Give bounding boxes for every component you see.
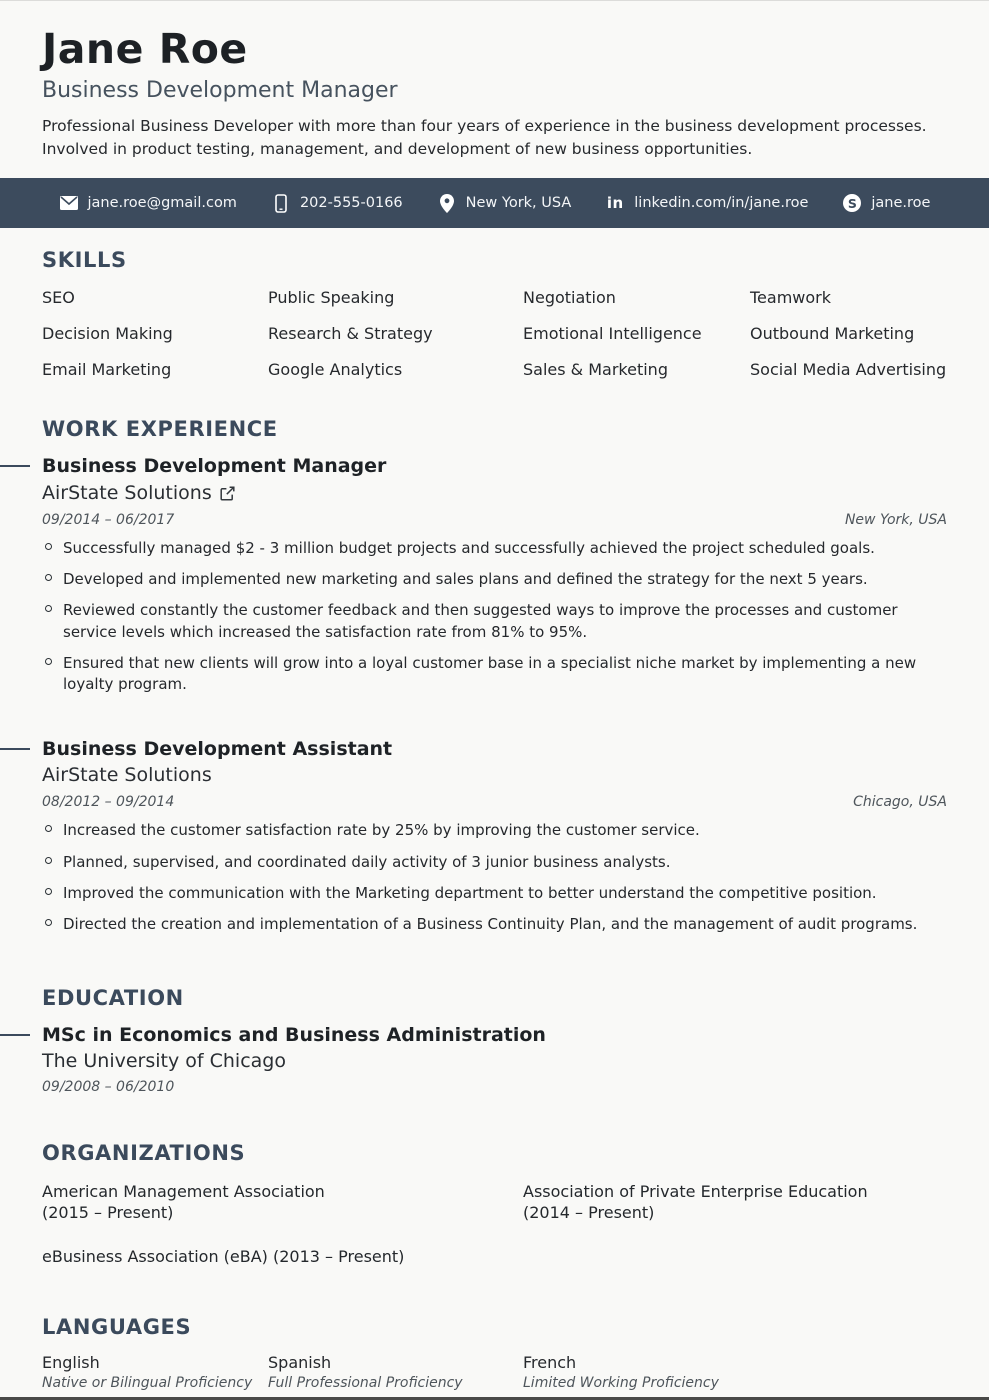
skill-item: Public Speaking — [268, 288, 395, 308]
contact-phone-text[interactable]: 202-555-0166 — [299, 195, 403, 212]
organization-item — [42, 1181, 523, 1224]
skills-grid — [42, 288, 947, 379]
bullet-item: Planned, supervised, and coordinated daily activity of 3 junior business analysts. — [42, 852, 947, 873]
timeline-dash — [0, 1034, 30, 1036]
skills-heading: SKILLS — [42, 248, 127, 273]
skill-item: Sales & Marketing — [523, 360, 668, 380]
school-name: The University of Chicago — [42, 1049, 286, 1072]
profile-summary: Professional Business Developer with more than four years of experience in the business development processes. Involved in product testing, management, and development of new business opportunities. — [42, 117, 927, 158]
skill-item: Email Marketing — [42, 360, 172, 380]
education-dates: 09/2008 – 06/2010 — [42, 1078, 175, 1095]
job-entry — [42, 738, 947, 936]
skill-item: Research & Strategy — [268, 324, 433, 344]
candidate-job-title: Business Development Manager — [42, 78, 398, 104]
bullet-item: Directed the creation and implementation of a Business Continuity Plan, and the management of audit programs. — [42, 914, 947, 935]
skill-item: Negotiation — [523, 288, 616, 308]
linkedin-icon: in — [606, 194, 624, 213]
organizations-heading: ORGANIZATIONS — [42, 1140, 246, 1165]
languages-grid — [42, 1353, 947, 1391]
job-title: Business Development Manager — [42, 455, 387, 478]
language-proficiency: Full Professional Proficiency — [268, 1375, 463, 1392]
bullet-item: Successfully managed $2 - 3 million budget projects and successfully achieved the project scheduled goals. — [42, 538, 947, 559]
contact-item-location[interactable] — [437, 193, 572, 213]
job-location: New York, USA — [844, 511, 947, 528]
resume-header — [0, 1, 989, 160]
contact-item-email[interactable] — [59, 193, 237, 213]
language-item — [523, 1353, 947, 1391]
language-name: English — [42, 1353, 100, 1373]
bullet-item: Reviewed constantly the customer feedback and then suggested ways to improve the processes and customer service levels which increased the satisfaction rate from 81% to 95%. — [42, 600, 947, 643]
timeline-dash — [0, 465, 30, 467]
bullet-item: Developed and implemented new marketing and sales plans and defined the strategy for the next 5 years. — [42, 569, 947, 590]
contact-linkedin-text[interactable]: linkedin.com/in/jane.roe — [634, 195, 809, 212]
language-name: French — [523, 1353, 577, 1373]
company-name: AirState Solutions — [42, 481, 212, 504]
skill-item: Emotional Intelligence — [523, 324, 702, 344]
envelope-icon — [59, 193, 79, 213]
language-proficiency: Limited Working Proficiency — [523, 1375, 719, 1392]
organization-name: eBusiness Association (eBA) (2013 – Present) — [42, 1246, 405, 1266]
organizations-grid — [42, 1181, 947, 1224]
contact-item-linkedin[interactable] — [605, 193, 808, 213]
resume-body — [0, 248, 989, 1391]
language-proficiency: Native or Bilingual Proficiency — [42, 1375, 253, 1392]
skype-icon: S — [842, 193, 862, 213]
contact-email-text[interactable]: jane.roe@gmail.com — [87, 195, 237, 212]
organization-name: American Management Association — [42, 1181, 325, 1201]
education-entry — [42, 1024, 947, 1095]
contact-skype-text[interactable]: jane.roe — [871, 195, 931, 212]
bullet-item: Improved the communication with the Marketing department to better understand the competitive position. — [42, 883, 947, 904]
skill-item: Social Media Advertising — [750, 360, 947, 380]
education-heading: EDUCATION — [42, 985, 184, 1010]
section-education — [42, 986, 947, 1095]
language-name: Spanish — [268, 1353, 332, 1373]
languages-heading: LANGUAGES — [42, 1315, 192, 1340]
section-work-experience — [42, 417, 947, 935]
location-pin-icon — [437, 193, 457, 213]
job-location: Chicago, USA — [853, 794, 947, 811]
organization-dates: (2015 – Present) — [42, 1203, 174, 1223]
language-item — [268, 1353, 523, 1391]
section-languages — [42, 1315, 947, 1391]
phone-icon — [271, 193, 291, 213]
bullet-item: Ensured that new clients will grow into a loyal customer base in a specialist niche market by implementing a new loyalty program. — [42, 653, 947, 696]
job-bullet-list — [42, 538, 947, 696]
job-dates: 09/2014 – 06/2017 — [42, 511, 175, 528]
skill-item: SEO — [42, 288, 75, 308]
contact-item-phone[interactable] — [271, 193, 403, 213]
work-experience-heading: WORK EXPERIENCE — [42, 417, 278, 442]
skill-item: Decision Making — [42, 324, 173, 344]
skill-item: Teamwork — [750, 288, 832, 308]
job-entry — [42, 455, 947, 696]
skill-item: Google Analytics — [268, 360, 403, 380]
job-bullet-list — [42, 820, 947, 935]
candidate-name: Jane Roe — [42, 25, 248, 73]
company-name: AirState Solutions — [42, 764, 212, 787]
section-organizations — [42, 1141, 947, 1268]
organization-item — [523, 1181, 947, 1224]
contact-bar — [0, 178, 989, 228]
degree-title: MSc in Economics and Business Administration — [42, 1023, 546, 1046]
bullet-item: Increased the customer satisfaction rate by 25% by improving the customer service. — [42, 820, 947, 841]
job-dates: 08/2012 – 09/2014 — [42, 794, 175, 811]
contact-location-text[interactable]: New York, USA — [465, 195, 572, 212]
organization-item — [42, 1246, 947, 1268]
job-title: Business Development Assistant — [42, 737, 393, 760]
timeline-dash — [0, 748, 30, 750]
language-item — [42, 1353, 268, 1391]
section-skills — [42, 248, 947, 379]
contact-item-skype[interactable] — [842, 193, 930, 213]
external-link-icon[interactable] — [220, 486, 235, 501]
organization-dates: (2014 – Present) — [523, 1203, 655, 1223]
skill-item: Outbound Marketing — [750, 324, 915, 344]
organization-name: Association of Private Enterprise Education — [523, 1181, 868, 1201]
